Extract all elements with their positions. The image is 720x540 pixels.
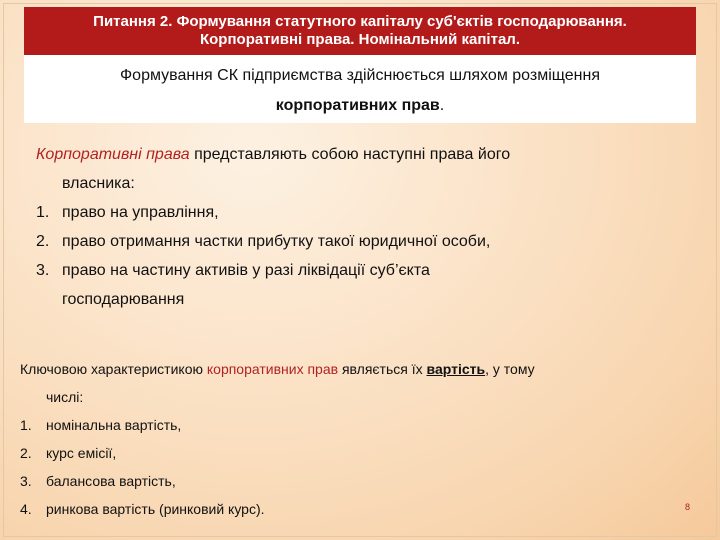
list-number: 2. — [20, 445, 32, 461]
list-item-continuation: господарювання — [62, 291, 185, 308]
block1-text: представляють собою наступні права його — [194, 146, 511, 163]
block2-suffix: , у тому — [485, 361, 535, 377]
intro-line-2 — [24, 91, 696, 121]
list-item — [36, 256, 676, 285]
list-text: право на управління, — [62, 204, 219, 221]
list-item — [20, 495, 700, 523]
block2-term: корпоративних прав — [206, 361, 339, 377]
list-item — [20, 411, 700, 439]
list-number: 3. — [36, 262, 50, 279]
block1-intro — [36, 140, 676, 169]
page-number: 8 — [684, 502, 690, 512]
block2-prefix: Ключовою характеристикою — [20, 361, 203, 377]
slide-title — [24, 7, 696, 55]
list-number: 1. — [36, 204, 50, 221]
block2-continuation: числі: — [46, 389, 84, 405]
list-text: курс емісії, — [46, 445, 117, 461]
list-text: право на частину активів у разі ліквідації суб’єкта — [62, 262, 430, 279]
list-text: ринкова вартість (ринковий курс). — [46, 501, 265, 517]
block2-intro — [20, 355, 700, 383]
block2-key-term: вартість — [426, 361, 486, 377]
list-text: право отримання частки прибутку такої юридичної особи, — [62, 233, 491, 250]
list-number: 4. — [20, 501, 32, 517]
list-item — [20, 439, 700, 467]
intro-line-1: Формування СК підприємства здійснюється шляхом розміщення — [120, 67, 600, 84]
list-item — [36, 198, 676, 227]
corporate-rights-block — [36, 140, 676, 314]
list-number: 2. — [36, 233, 50, 250]
list-number: 3. — [20, 473, 32, 489]
block2-middle: являється їх — [341, 361, 423, 377]
list-number: 1. — [20, 417, 32, 433]
title-line-2: Корпоративні права. Номінальний капітал. — [199, 31, 520, 48]
list-item — [20, 467, 700, 495]
list-text: балансова вартість, — [46, 473, 176, 489]
list-text: номінальна вартість, — [46, 417, 182, 433]
intro-bold-term: корпоративних прав — [275, 97, 440, 114]
value-types-block — [20, 355, 700, 523]
intro-end: . — [439, 97, 445, 114]
intro-box — [24, 55, 696, 123]
block1-term: Корпоративні права — [36, 146, 190, 163]
block1-continuation: власника: — [62, 175, 135, 192]
title-line-1: Питання 2. Формування статутного капіталу суб'єктів господарювання. — [93, 13, 627, 30]
list-item — [36, 227, 676, 256]
